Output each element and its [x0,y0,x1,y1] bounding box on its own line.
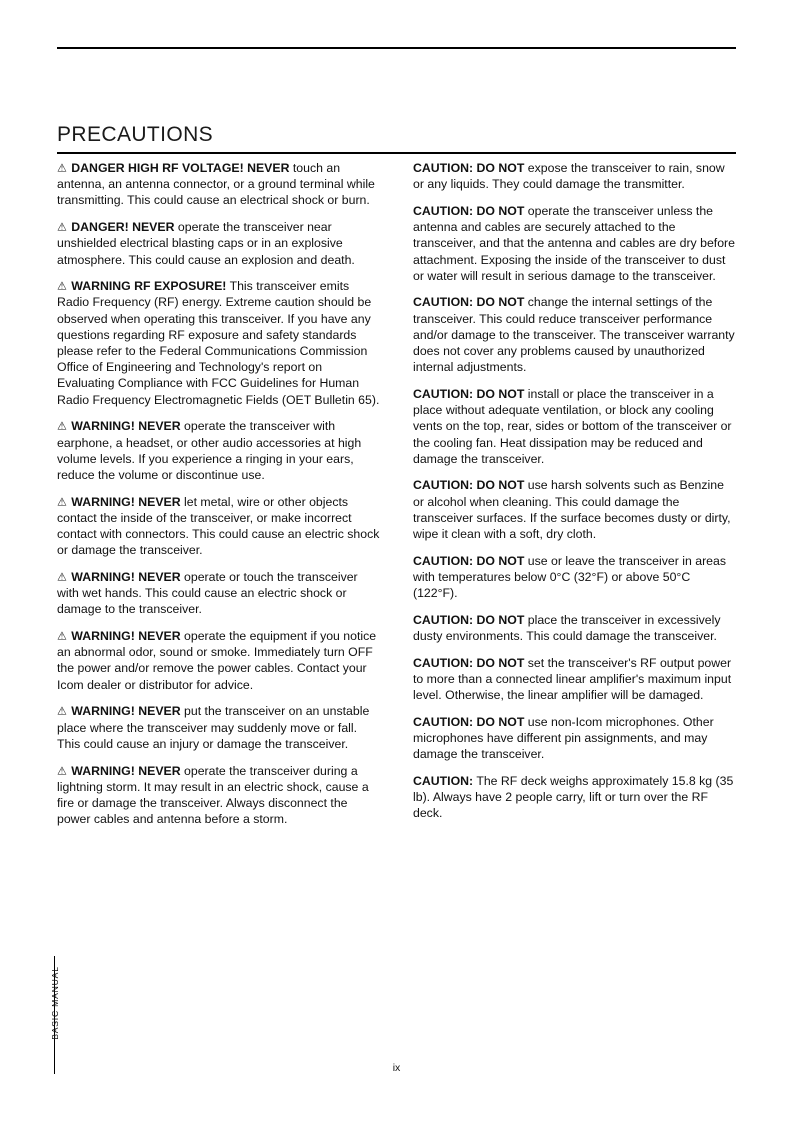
precaution-lead: CAUTION: DO NOT [413,203,525,218]
precaution-lead: WARNING! NEVER [71,569,181,584]
precaution-body: This transceiver emits Radio Frequency (RF) energy. Extreme caution should be observed when operating this transceiver. If you have any questions regarding RF exposure and safety standards please refer to the Federal Communications Commission Office of Engineering and Technology's report on Evaluating Compliance with FCC Guidelines for Human Radio Frequency Electromagnetic Fields (OET Bulletin 65). [57,279,380,407]
warning-triangle-icon: ⚠ [57,765,67,777]
content-columns [57,160,736,827]
precaution-lead: CAUTION: DO NOT [413,655,525,670]
warning-triangle-icon: ⚠ [57,496,67,509]
precaution-lead: DANGER! NEVER [71,220,175,235]
precaution-body: operate the transceiver unless the antenna and cables are securely attached to the transceiver, and that the antenna and cables are dry before attachment. Exposing the inside of the transceiver to dust or water will result in serious damage to the transceiver. [413,203,735,283]
precaution-paragraph [413,477,736,542]
precaution-body: touch an antenna, an antenna connector, or a ground terminal while transmitting. This could cause an electrical shock or burn. [57,161,375,208]
precaution-lead: DANGER HIGH RF VOLTAGE! NEVER [71,161,290,175]
precaution-paragraph [413,294,736,375]
page-title-block [57,123,736,154]
right-column [413,160,736,827]
precaution-body: operate the transceiver with earphone, a headset, or other audio accessories at high volume levels. If you experience a ringing in your ears, reduce the volume or discontinue use. [57,419,362,482]
precaution-paragraph [413,160,736,192]
precaution-lead: WARNING! NEVER [71,629,181,644]
precaution-lead: CAUTION: DO NOT [413,478,525,493]
precaution-paragraph [413,386,736,467]
warning-triangle-icon: ⚠ [57,162,67,175]
precaution-lead: CAUTION: DO NOT [413,161,525,175]
warning-triangle-icon: ⚠ [57,221,67,234]
precaution-body: install or place the transceiver in a place without adequate ventilation, or block any cooling vents on the top, rear, sides or bottom of the transceiver or the cooling fan. Heat dissipation may be reduced and damage the transceiver. [413,386,732,466]
precaution-paragraph [57,703,380,752]
left-column [57,160,380,827]
precaution-paragraph [57,219,380,268]
precaution-body: operate or touch the transceiver with wet hands. This could cause an electric shock or damage to the transceiver. [57,569,358,617]
precaution-lead: CAUTION: DO NOT [413,295,525,310]
precaution-paragraph [57,763,380,828]
precaution-body: expose the transceiver to rain, snow or any liquids. They could damage the transmitter. [413,161,725,192]
precaution-body: place the transceiver in excessively dusty environments. This could damage the transceiver. [413,612,721,644]
precaution-lead: CAUTION: DO NOT [413,386,525,401]
title-underline [57,152,736,154]
precaution-body: use or leave the transceiver in areas with temperatures below 0°C (32°F) or above 50°C (122°F). [413,553,726,601]
precaution-paragraph [57,494,380,559]
side-tab [34,956,60,1074]
precaution-lead: CAUTION: DO NOT [413,612,525,627]
precaution-paragraph [57,278,380,408]
precaution-body: put the transceiver on an unstable place where the transceiver may suddenly move or fall. This could cause an injury or damage the transceiver. [57,704,370,751]
precaution-body: operate the equipment if you notice an abnormal odor, sound or smoke. Immediately turn OFF the power and/or remove the power cables. Contact your Icom dealer or distributor for advice. [57,629,377,692]
precaution-lead: WARNING! NEVER [71,494,181,509]
warning-triangle-icon: ⚠ [57,705,67,718]
header-rule [57,47,736,49]
precaution-paragraph [413,612,736,644]
precaution-body: The RF deck weighs approximately 15.8 kg (35 lb). Always have 2 people carry, lift or turn over the RF deck. [413,774,734,821]
precaution-lead: CAUTION: DO NOT [413,714,525,729]
precaution-body: use harsh solvents such as Benzine or alcohol when cleaning. This could damage the transceiver surfaces. If the surface becomes dusty or dirty, wipe it clean with a soft, dry cloth. [413,478,731,542]
precaution-paragraph [57,160,380,209]
warning-triangle-icon: ⚠ [57,280,67,293]
precaution-paragraph [413,714,736,763]
precaution-paragraph [57,569,380,618]
precaution-paragraph [413,553,736,602]
precaution-body: use non-Icom microphones. Other microphones have different pin assignments, and may damage the transceiver. [413,714,714,762]
precaution-lead: WARNING RF EXPOSURE! [71,279,227,294]
precaution-body: change the internal settings of the transceiver. This could reduce transceiver performance and/or damage to the transceiver. The transceiver warranty does not cover any problems caused by unauthorized internal adjustments. [413,295,735,375]
precaution-paragraph [57,628,380,693]
warning-triangle-icon: ⚠ [57,571,67,584]
precaution-lead: WARNING! NEVER [71,704,181,719]
precaution-lead: CAUTION: [413,774,474,788]
precaution-paragraph [413,203,736,284]
precaution-body: operate the transceiver near unshielded electrical blasting caps or in an explosive atmosphere. This could cause an explosion and death. [57,220,355,267]
precaution-body: set the transceiver's RF output power to more than a connected linear amplifier's maximum input level. Otherwise, the linear amplifier will be damaged. [413,655,732,703]
precaution-body: operate the transceiver during a lightning storm. It may result in an electric shock, cause a fire or damage the transceiver. Always disconnect the power cables and antenna before a storm. [57,763,369,827]
warning-triangle-icon: ⚠ [57,420,67,433]
precaution-paragraph [413,655,736,704]
precaution-paragraph [57,418,380,483]
warning-triangle-icon: ⚠ [57,630,67,643]
precaution-paragraph [413,773,736,822]
precaution-lead: WARNING! NEVER [71,763,181,778]
page-number: ix [392,1062,401,1074]
precaution-lead: CAUTION: DO NOT [413,553,525,568]
precaution-body: let metal, wire or other objects contact the inside of the transceiver, or make incorrect contact with connectors. This could cause an electric shock or damage the transceiver. [57,494,380,558]
precaution-lead: WARNING! NEVER [71,419,181,434]
side-tab-label: BASIC MANUAL [50,966,60,1040]
page-title: PRECAUTIONS [57,123,214,146]
